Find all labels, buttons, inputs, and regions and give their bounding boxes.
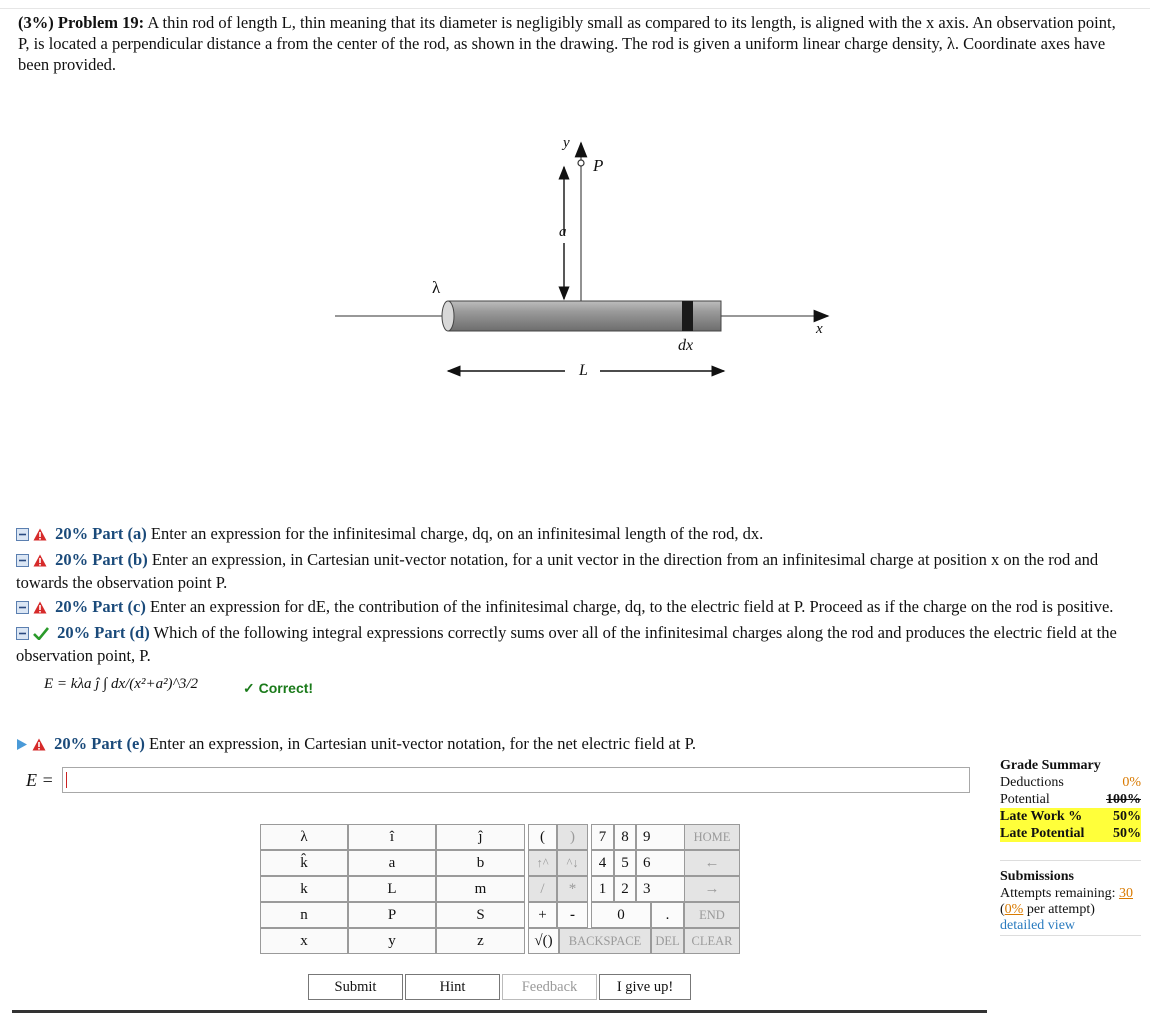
part-a[interactable] bbox=[16, 523, 1150, 546]
key-8[interactable]: 8 bbox=[614, 824, 636, 850]
text-caret bbox=[66, 772, 67, 788]
per-attempt-pct: 0% bbox=[1004, 902, 1024, 917]
problem-label: (3%) Problem 19: bbox=[18, 13, 145, 32]
key-3[interactable]: 3 bbox=[636, 876, 684, 902]
late-work-value: 50% bbox=[1113, 809, 1141, 824]
part-d[interactable] bbox=[16, 622, 1150, 666]
answer-input[interactable] bbox=[62, 767, 970, 793]
key-m[interactable]: m bbox=[436, 876, 525, 902]
collapse-icon[interactable] bbox=[16, 598, 29, 619]
collapse-icon[interactable] bbox=[16, 525, 29, 546]
warning-icon bbox=[33, 598, 47, 619]
hint-button[interactable]: Hint bbox=[405, 974, 500, 1000]
deductions-row bbox=[1000, 774, 1141, 791]
key-clear[interactable]: CLEAR bbox=[684, 928, 740, 954]
attempts-row bbox=[1000, 885, 1141, 902]
bottom-divider bbox=[12, 1010, 987, 1013]
part-e-text: Enter an expression, in Cartesian unit-vector notation, for the net electric field at P. bbox=[148, 734, 697, 753]
part-c-text: Enter an expression for dE, the contribution of the infinitesimal charge, dq, to the electric field at P. Proceed as if the charge on the rod is positive. bbox=[149, 597, 1114, 616]
potential-row bbox=[1000, 791, 1141, 808]
key-left-arrow[interactable]: ← bbox=[684, 850, 740, 876]
key-divide[interactable]: / bbox=[528, 876, 557, 902]
key-b[interactable]: b bbox=[436, 850, 525, 876]
key-right-arrow[interactable]: → bbox=[684, 876, 740, 902]
problem-statement bbox=[18, 12, 1118, 75]
part-d-pct: 20% Part (d) bbox=[57, 623, 150, 642]
deductions-value: 0% bbox=[1122, 775, 1141, 790]
attempts-label: Attempts remaining: bbox=[1000, 886, 1116, 901]
key-backspace[interactable]: BACKSPACE bbox=[559, 928, 651, 954]
key-decimal[interactable]: . bbox=[651, 902, 684, 928]
key-home[interactable]: HOME bbox=[684, 824, 740, 850]
part-b[interactable] bbox=[16, 549, 1150, 593]
grade-summary bbox=[1000, 758, 1141, 936]
key-L[interactable]: L bbox=[348, 876, 436, 902]
part-a-text: Enter an expression for the infinitesimal charge, dq, on an infinitesimal length of the rod, dx. bbox=[150, 524, 764, 543]
late-potential-value: 50% bbox=[1113, 826, 1141, 841]
deductions-label: Deductions bbox=[1000, 775, 1064, 790]
warning-icon bbox=[32, 735, 46, 756]
part-d-answer: E = kλa ĵ ∫ dx/(x²+a²)^3/2 bbox=[44, 676, 199, 692]
late-potential-row bbox=[1000, 825, 1141, 842]
key-4[interactable]: 4 bbox=[591, 850, 614, 876]
key-lambda[interactable]: λ bbox=[260, 824, 348, 850]
key-z[interactable]: z bbox=[436, 928, 525, 954]
key-k[interactable]: k bbox=[260, 876, 348, 902]
key-plus[interactable]: + bbox=[528, 902, 557, 928]
l-label: L bbox=[579, 362, 588, 379]
key-1[interactable]: 1 bbox=[591, 876, 614, 902]
collapse-icon[interactable] bbox=[16, 551, 29, 572]
key-end[interactable]: END bbox=[684, 902, 740, 928]
rod-end bbox=[442, 301, 454, 331]
problem-text: A thin rod of length L, thin meaning that its diameter is negligibly small as compared to its length, is aligned with the x axis. An observation point, P, is located a perpendicular distance a from the center of the rod, as shown in the drawing. The rod is given a uniform linear charge density, λ. Coordinate axes have been provided. bbox=[18, 13, 1116, 74]
key-6[interactable]: 6 bbox=[636, 850, 684, 876]
late-work-row bbox=[1000, 808, 1141, 825]
dx-label: dx bbox=[678, 337, 694, 354]
attempts-value: 30 bbox=[1118, 886, 1133, 901]
part-e[interactable] bbox=[16, 733, 696, 756]
grade-summary-title: Grade Summary bbox=[1000, 758, 1101, 773]
key-superscript[interactable]: ↑^ bbox=[528, 850, 557, 876]
part-b-text: Enter an expression, in Cartesian unit-vector notation, for a unit vector in the direction from an infinitesimal charge at position x on the rod and towards the observation point P. bbox=[16, 550, 1099, 592]
potential-value: 100% bbox=[1106, 792, 1141, 807]
part-a-pct: 20% Part (a) bbox=[55, 524, 147, 543]
parts-list bbox=[16, 523, 1150, 669]
x-axis-label: x bbox=[816, 321, 823, 337]
key-j-hat[interactable]: ĵ bbox=[436, 824, 525, 850]
per-attempt-label: per attempt) bbox=[1026, 902, 1095, 917]
warning-icon bbox=[33, 525, 47, 546]
p-label: P bbox=[593, 156, 604, 175]
submit-button[interactable]: Submit bbox=[308, 974, 403, 1000]
key-7[interactable]: 7 bbox=[591, 824, 614, 850]
key-P[interactable]: P bbox=[348, 902, 436, 928]
point-p bbox=[578, 160, 584, 166]
key-a[interactable]: a bbox=[348, 850, 436, 876]
grade-divider bbox=[1000, 935, 1141, 936]
late-potential-label: Late Potential bbox=[1000, 826, 1085, 841]
detailed-view-link[interactable]: detailed view bbox=[1000, 918, 1076, 933]
key-5[interactable]: 5 bbox=[614, 850, 636, 876]
key-sqrt[interactable]: √() bbox=[528, 928, 559, 954]
key-delete[interactable]: DEL bbox=[651, 928, 684, 954]
y-axis-label: y bbox=[563, 135, 570, 151]
late-work-label: Late Work % bbox=[1000, 809, 1083, 824]
part-e-pct: 20% Part (e) bbox=[54, 734, 145, 753]
key-y[interactable]: y bbox=[348, 928, 436, 954]
part-b-pct: 20% Part (b) bbox=[55, 550, 148, 569]
dx-element bbox=[682, 301, 693, 331]
key-i-hat[interactable]: î bbox=[348, 824, 436, 850]
key-S[interactable]: S bbox=[436, 902, 525, 928]
part-d-text: Which of the following integral expressions correctly sums over all of the infinitesimal charges along the rod and produces the electric field at the observation point, P. bbox=[16, 623, 1117, 665]
key-k-hat[interactable]: k̂ bbox=[260, 850, 348, 876]
key-minus[interactable]: - bbox=[557, 902, 588, 928]
collapse-icon[interactable] bbox=[16, 624, 29, 645]
correct-feedback: ✓ Correct! bbox=[243, 680, 314, 696]
key-0[interactable]: 0 bbox=[591, 902, 651, 928]
lambda-label: λ bbox=[432, 278, 441, 297]
key-close-paren[interactable]: ) bbox=[557, 824, 588, 850]
checkmark-icon bbox=[33, 624, 49, 645]
potential-label: Potential bbox=[1000, 792, 1050, 807]
a-label: a bbox=[559, 224, 567, 240]
key-multiply[interactable]: * bbox=[557, 876, 588, 902]
top-divider bbox=[0, 0, 1150, 9]
give-up-button[interactable]: I give up! bbox=[599, 974, 691, 1000]
per-attempt-row: (0% per attempt) bbox=[1000, 902, 1095, 917]
key-subscript[interactable]: ^↓ bbox=[557, 850, 588, 876]
feedback-button[interactable]: Feedback bbox=[502, 974, 597, 1000]
problem-figure bbox=[320, 135, 860, 385]
answer-label: E = bbox=[26, 770, 54, 790]
key-open-paren[interactable]: ( bbox=[528, 824, 557, 850]
key-x[interactable]: x bbox=[260, 928, 348, 954]
expand-arrow-icon[interactable] bbox=[16, 735, 28, 756]
key-2[interactable]: 2 bbox=[614, 876, 636, 902]
part-c-pct: 20% Part (c) bbox=[55, 597, 146, 616]
rod bbox=[448, 301, 721, 331]
submissions-title: Submissions bbox=[1000, 860, 1141, 885]
warning-icon bbox=[33, 551, 47, 572]
key-9[interactable]: 9 bbox=[636, 824, 684, 850]
key-n[interactable]: n bbox=[260, 902, 348, 928]
part-c[interactable] bbox=[16, 596, 1150, 619]
